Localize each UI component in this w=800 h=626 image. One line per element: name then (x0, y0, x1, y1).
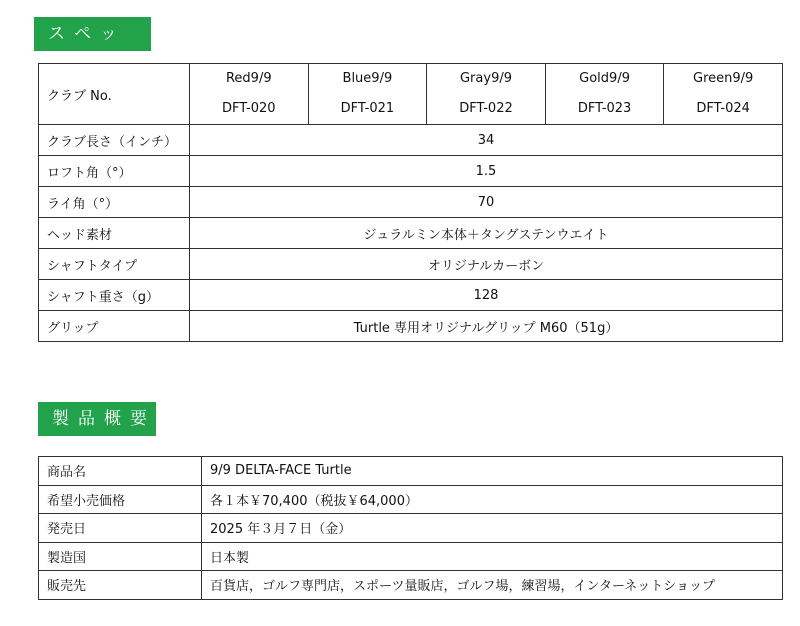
spec-table (38, 63, 783, 342)
club-no-label: クラブ No. (39, 64, 190, 125)
table-row (39, 218, 783, 249)
spec-label: ライ角（°） (39, 187, 190, 218)
model-cell-gray (427, 64, 546, 125)
spec-label: シャフト重さ（g） (39, 280, 190, 311)
model-name: Red9/9 (225, 71, 272, 86)
spec-label: ヘッド素材 (39, 218, 190, 249)
model-code: DFT-024 (696, 101, 750, 116)
table-row (39, 514, 783, 543)
overview-label: 商品名 (39, 457, 202, 486)
table-row (39, 125, 783, 156)
model-name: Gold9/9 (579, 71, 630, 86)
table-row (39, 542, 783, 571)
model-code: DFT-022 (459, 101, 513, 116)
model-name: Blue9/9 (342, 71, 393, 86)
overview-label: 販売先 (39, 571, 202, 600)
model-code: DFT-020 (222, 101, 276, 116)
table-row (39, 571, 783, 600)
model-cell-green (664, 64, 783, 125)
model-name: Gray9/9 (459, 71, 512, 86)
table-row (39, 311, 783, 342)
overview-value: 9/9 DELTA-FACE Turtle (202, 457, 783, 486)
spec-value: ジュラルミン本体＋タングステンウエイト (190, 218, 783, 249)
model-name: Green9/9 (693, 71, 754, 86)
spec-label: ロフト角（°） (39, 156, 190, 187)
spec-label: クラブ長さ（インチ） (39, 125, 190, 156)
table-row (39, 485, 783, 514)
overview-value: 各１本￥70,400（税抜￥64,000） (202, 485, 783, 514)
table-row (39, 249, 783, 280)
overview-table (38, 456, 783, 600)
table-row (39, 457, 783, 486)
spec-value: 34 (190, 125, 783, 156)
model-code: DFT-021 (340, 101, 395, 116)
overview-value: 百貨店，ゴルフ専門店，スポーツ量販店，ゴルフ場，練習場，インターネットショップ (202, 571, 783, 600)
overview-label: 希望小売価格 (39, 485, 202, 514)
overview-section-title: 製品概要 (38, 402, 156, 436)
overview-label: 発売日 (39, 514, 202, 543)
overview-label: 製造国 (39, 542, 202, 571)
spec-value: Turtle 専用オリジナルグリップ M60（51g） (190, 311, 783, 342)
table-row (39, 64, 783, 125)
overview-value: 日本製 (202, 542, 783, 571)
model-cell-red (190, 64, 309, 125)
spec-value: オリジナルカーボン (190, 249, 783, 280)
spec-label: シャフトタイプ (39, 249, 190, 280)
spec-value: 1.5 (190, 156, 783, 187)
model-cell-blue (308, 64, 427, 125)
table-row (39, 187, 783, 218)
model-code: DFT-023 (577, 101, 632, 116)
table-row (39, 280, 783, 311)
spec-value: 70 (190, 187, 783, 218)
spec-value: 128 (190, 280, 783, 311)
spec-section-title: スペック (34, 17, 151, 51)
spec-label: グリップ (39, 311, 190, 342)
table-row (39, 156, 783, 187)
model-cell-gold (545, 64, 664, 125)
overview-value: 2025 年３月７日（金） (202, 514, 783, 543)
